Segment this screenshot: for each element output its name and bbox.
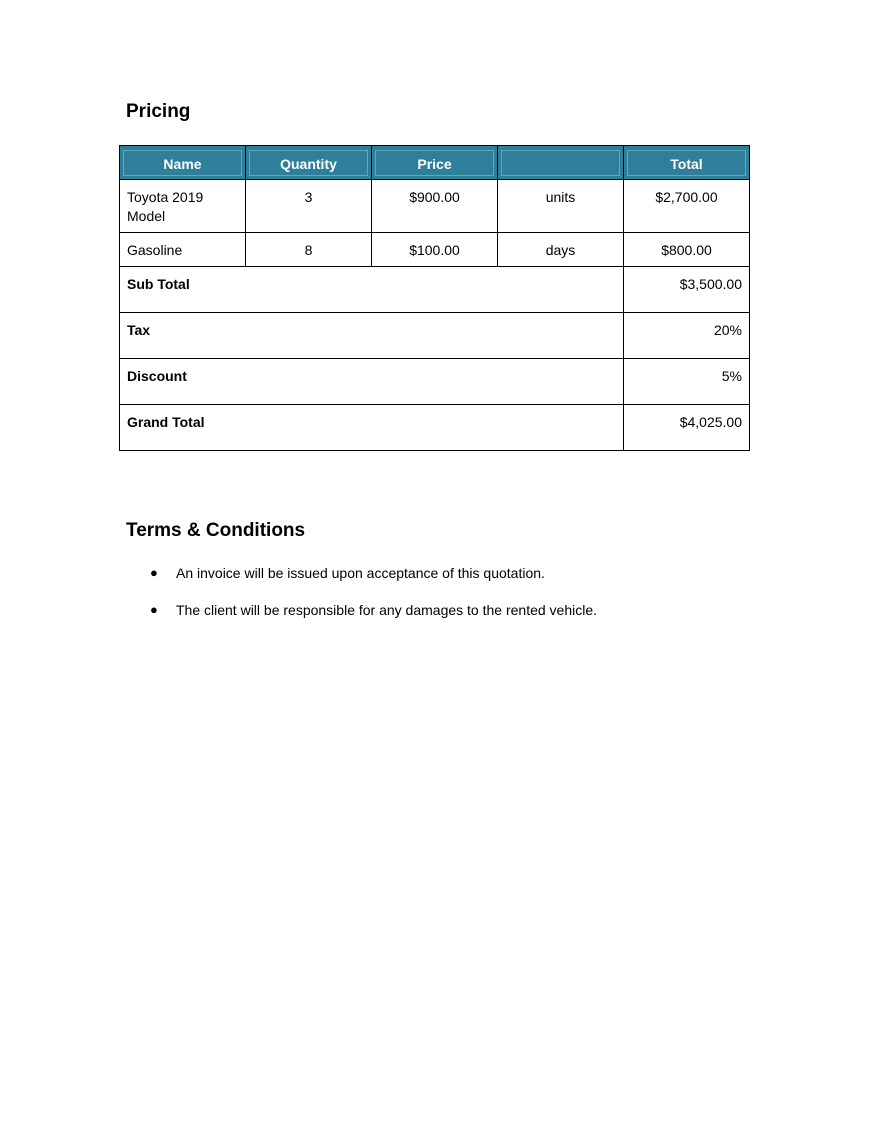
subtotal-row	[120, 267, 750, 313]
column-header-total: Total	[624, 146, 750, 180]
table-row	[120, 180, 750, 233]
terms-list	[150, 562, 597, 636]
tax-label: Tax	[120, 313, 624, 359]
item-unit: units	[498, 180, 624, 233]
table-header-row	[120, 146, 750, 180]
item-price: $900.00	[372, 180, 498, 233]
discount-value: 5%	[624, 359, 750, 405]
column-header-name: Name	[120, 146, 246, 180]
table-row	[120, 233, 750, 267]
grand-total-label: Grand Total	[120, 405, 624, 451]
tax-value: 20%	[624, 313, 750, 359]
term-text: The client will be responsible for any damages to the rented vehicle.	[176, 602, 598, 618]
subtotal-value: $3,500.00	[624, 267, 750, 313]
bullet-icon: ●	[150, 602, 158, 617]
item-total: $800.00	[624, 233, 750, 267]
pricing-title: Pricing	[126, 101, 191, 122]
discount-row	[120, 359, 750, 405]
item-name: Gasoline	[120, 233, 246, 267]
item-quantity: 3	[246, 180, 372, 233]
column-header-quantity: Quantity	[246, 146, 372, 180]
item-total: $2,700.00	[624, 180, 750, 233]
term-text: An invoice will be issued upon acceptance of this quotation.	[176, 565, 545, 581]
bullet-icon: ●	[150, 565, 158, 580]
column-header-price: Price	[372, 146, 498, 180]
item-name: Toyota 2019 Model	[120, 180, 246, 233]
column-header-unit	[498, 146, 624, 180]
pricing-table	[119, 145, 750, 451]
list-item	[150, 599, 597, 636]
terms-title: Terms & Conditions	[126, 520, 306, 541]
subtotal-label: Sub Total	[120, 267, 624, 313]
item-quantity: 8	[246, 233, 372, 267]
discount-label: Discount	[120, 359, 624, 405]
grand-total-value: $4,025.00	[624, 405, 750, 451]
tax-row	[120, 313, 750, 359]
item-price: $100.00	[372, 233, 498, 267]
list-item	[150, 562, 597, 599]
grand-total-row	[120, 405, 750, 451]
item-unit: days	[498, 233, 624, 267]
